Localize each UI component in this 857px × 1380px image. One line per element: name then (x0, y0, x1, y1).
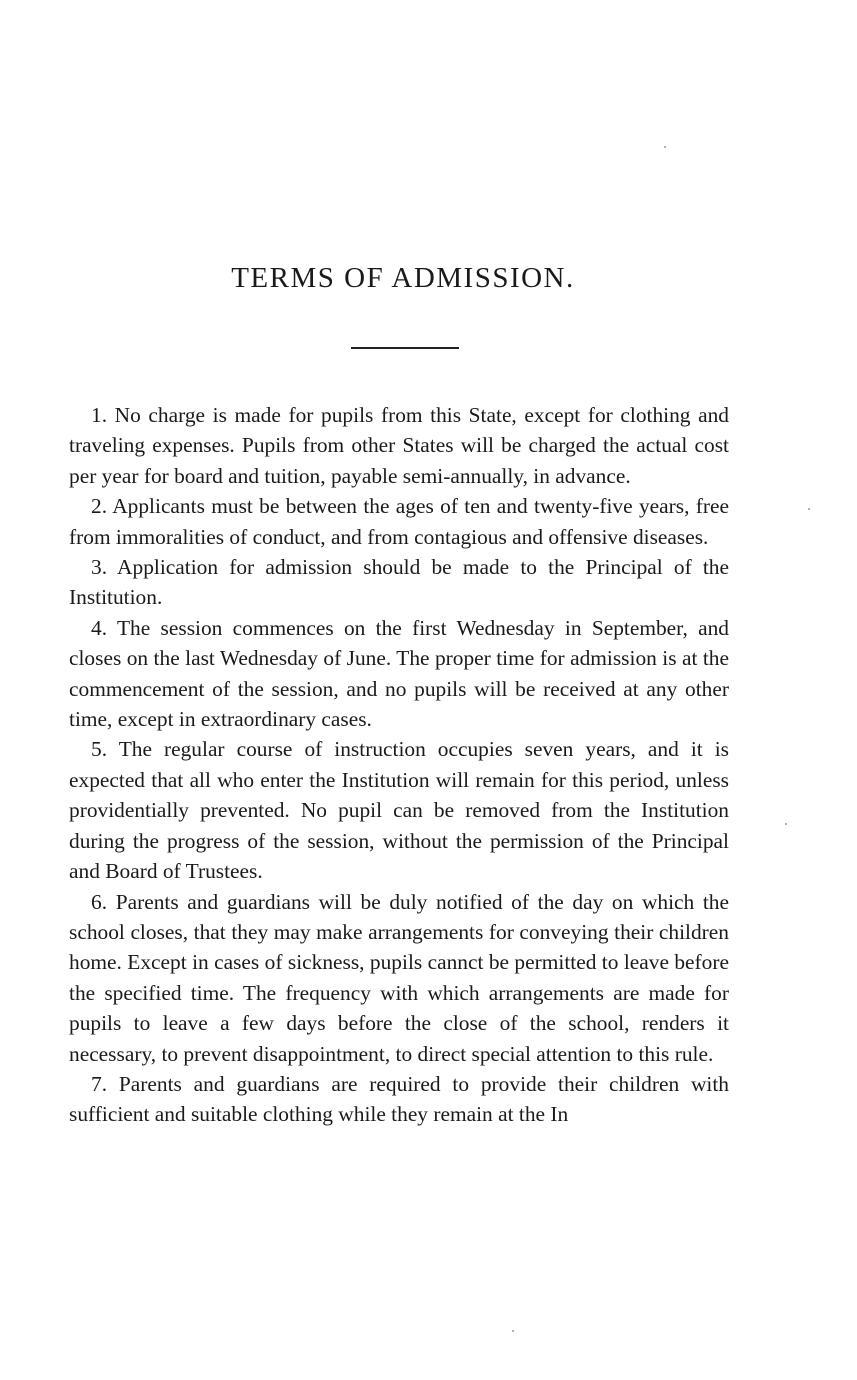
clause-text: Parents and guardians will be duly notified of the day on which the school closes, that they may make arrangements for conveying their children home. Except in cases of sickness, pupils cannct be permitted to leave before the specified time. The frequency with which arrangements are made for pupils to leave a few days before the close of the school, renders it necessary, to prevent disappointment, to direct special attention to this rule. (69, 889, 729, 1066)
paper-speck (512, 1330, 514, 1332)
clause-1 (69, 400, 729, 491)
clause-text: Parents and guardians are required to provide their children with sufficient and suitable clothing while they remain at the In (69, 1071, 729, 1127)
clause-2 (69, 491, 729, 552)
clause-7 (69, 1069, 729, 1130)
clause-6 (69, 887, 729, 1069)
clause-number: 3. (91, 555, 108, 580)
clause-3 (69, 552, 729, 613)
clause-number: 1. (91, 403, 108, 427)
paper-speck (808, 508, 810, 510)
clause-5 (69, 734, 729, 886)
paper-speck (664, 146, 666, 148)
clause-number: 5. (91, 737, 108, 762)
clause-4 (69, 613, 729, 735)
clause-number: 7. (91, 1071, 108, 1096)
clause-number: 2. (91, 494, 108, 519)
clause-text: Application for admission should be made to the Principal of the Institution. (69, 555, 729, 610)
clause-text: The regular course of instruction occupies seven years, and it is expected that all who enter the Institution will remain for this period, unless providentially prevented. No pupil can be removed from the Institution during the progress of the session, without the permission of the Principal and Board of Trustees. (69, 737, 730, 884)
title-divider (351, 347, 459, 349)
paper-speck (785, 823, 787, 825)
clause-number: 4. (91, 615, 108, 640)
clause-text: Applicants must be between the ages of ten and twenty-five years, free from immoralities of conduct, and from contagious and offensive diseases. (69, 494, 730, 549)
clause-text: The session commences on the first Wednesday in September, and closes on the last Wednesday of June. The proper time for admission is at the commencement of the session, and no pupils will be received at any other time, except in extraordinary cases. (69, 615, 729, 732)
clause-text: No charge is made for pupils from this State, except for clothing and traveling expenses. Pupils from other States will be charged the actual cost per year for board and tuition, payable semi-annually, in advance. (69, 403, 729, 488)
page-title: TERMS OF ADMISSION. (231, 262, 575, 294)
clause-number: 6. (91, 889, 108, 914)
terms-list (69, 400, 729, 1130)
